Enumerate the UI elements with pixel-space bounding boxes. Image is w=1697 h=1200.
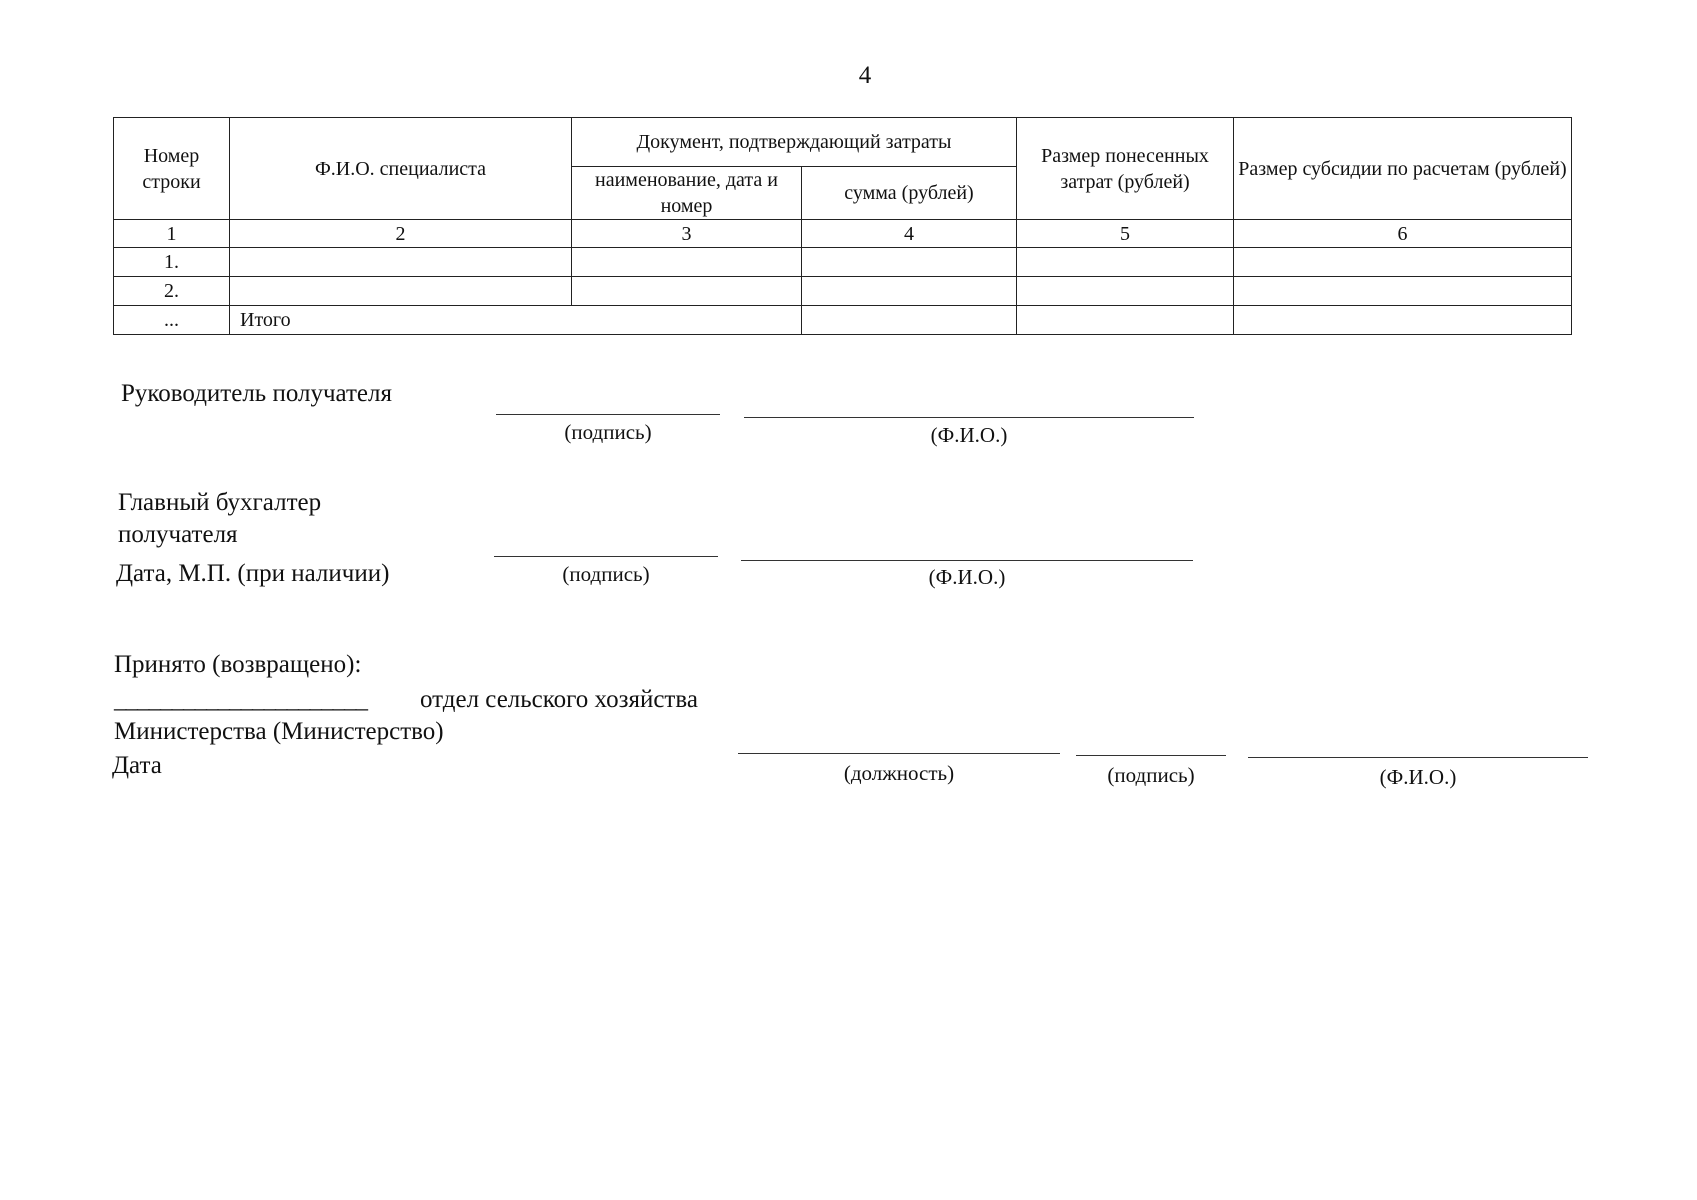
table-cell — [572, 277, 802, 306]
column-number: 4 — [802, 220, 1017, 248]
column-number: 6 — [1234, 220, 1572, 248]
page-number: 4 — [858, 62, 872, 89]
department-text: отдел сельского хозяйства — [420, 686, 698, 713]
total-row — [114, 306, 1572, 335]
column-number: 2 — [230, 220, 572, 248]
table-cell — [230, 277, 572, 306]
date-stamp-label: Дата, М.П. (при наличии) — [116, 560, 390, 587]
head-of-recipient-label: Руководитель получателя — [121, 380, 392, 407]
fio-caption: (Ф.И.О.) — [928, 565, 1006, 589]
header-document-name: наименование, дата и номер — [572, 167, 802, 220]
header-subsidy-amount: Размер субсидии по расчетам (рублей) — [1234, 118, 1572, 220]
fio-line — [741, 560, 1193, 561]
table-cell — [802, 277, 1017, 306]
accepted-title: Принято (возвращено): — [114, 651, 362, 678]
position-caption: (должность) — [843, 761, 955, 785]
fio-caption: (Ф.И.О.) — [930, 423, 1008, 447]
signature-line — [494, 556, 718, 557]
table-cell — [1234, 306, 1572, 335]
signature-caption: (подпись) — [564, 420, 652, 444]
table-row — [114, 277, 1572, 306]
column-number: 3 — [572, 220, 802, 248]
table-row — [114, 248, 1572, 277]
header-document-group: Документ, подтверждающий затраты — [572, 118, 1017, 167]
table-cell — [1234, 248, 1572, 277]
date-label: Дата — [112, 752, 162, 779]
ministry-text: Министерства (Министерство) — [114, 718, 444, 745]
fio-caption: (Ф.И.О.) — [1379, 765, 1457, 789]
table-cell — [1017, 248, 1234, 277]
header-document-sum: сумма (рублей) — [802, 167, 1017, 220]
column-number: 1 — [114, 220, 230, 248]
table-cell — [1017, 277, 1234, 306]
fio-line — [744, 417, 1194, 418]
signature-line — [496, 414, 720, 415]
header-specialist-name: Ф.И.О. специалиста — [230, 118, 572, 220]
chief-accountant-label: Главный бухгалтер — [118, 489, 322, 516]
signature-caption: (подпись) — [562, 562, 650, 586]
column-numbers-row — [114, 220, 1572, 248]
column-number: 5 — [1017, 220, 1234, 248]
header-expenses-amount: Размер понесенных затрат (рублей) — [1017, 118, 1234, 220]
signature-caption: (подпись) — [1107, 763, 1195, 787]
header-row-number: Номер строки — [114, 118, 230, 220]
table-cell — [802, 248, 1017, 277]
table-cell — [230, 248, 572, 277]
row-number: ... — [114, 306, 230, 335]
row-number: 2. — [114, 277, 230, 306]
expense-table — [113, 117, 1572, 335]
table-cell — [572, 248, 802, 277]
row-number: 1. — [114, 248, 230, 277]
department-blank: ______________________ — [114, 686, 367, 713]
table-cell — [1017, 306, 1234, 335]
position-line — [738, 753, 1060, 754]
chief-accountant-label-cont: получателя — [118, 521, 238, 548]
fio-line — [1248, 757, 1588, 758]
signature-line — [1076, 755, 1226, 756]
total-label: Итого — [230, 306, 802, 335]
table-cell — [1234, 277, 1572, 306]
table-cell — [802, 306, 1017, 335]
